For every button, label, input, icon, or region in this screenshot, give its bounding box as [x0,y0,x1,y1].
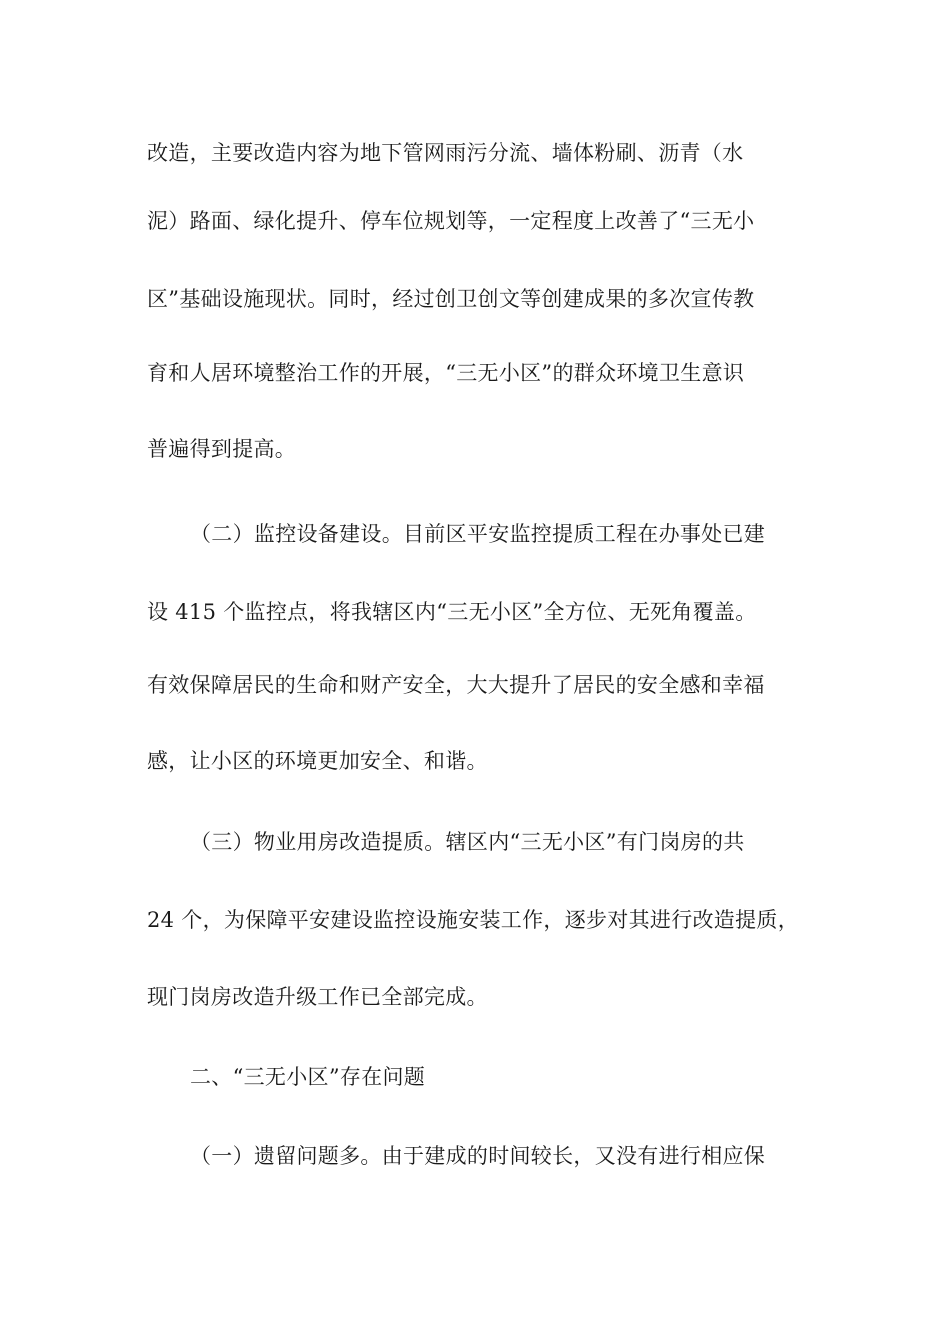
section-heading-line: （三）物业用房改造提质。辖区内“三无小区”有门岗房的共 [190,830,745,854]
section-heading-line: （二）监控设备建设。目前区平安监控提质工程在办事处已建 [190,522,766,546]
paragraph-line: 改造，主要改造内容为地下管网雨污分流、墙体粉刷、沥青（水 [147,141,744,165]
chapter-heading-line: 二、“三无小区”存在问题 [190,1065,426,1089]
paragraph-line: 育和人居环境整治工作的开展，“三无小区”的群众环境卫生意识 [147,361,745,385]
paragraph-line: 设 415 个监控点，将我辖区内“三无小区”全方位、无死角覆盖。 [147,600,757,624]
paragraph-line: 区”基础设施现状。同时，经过创卫创文等创建成果的多次宣传教 [147,287,755,311]
paragraph-line: 泥）路面、绿化提升、停车位规划等，一定程度上改善了“三无小 [147,209,755,233]
paragraph-line: 有效保障居民的生命和财产安全，大大提升了居民的安全感和幸福 [147,673,765,697]
paragraph-line: 普遍得到提高。 [147,437,297,461]
paragraph-line: 感，让小区的环境更加安全、和谐。 [147,749,488,773]
paragraph-line: 24 个，为保障平安建设监控设施安装工作，逐步对其进行改造提质， [147,908,799,932]
paragraph-line: 现门岗房改造升级工作已全部完成。 [147,985,488,1009]
section-heading-line: （一）遗留问题多。由于建成的时间较长，又没有进行相应保 [190,1144,766,1168]
